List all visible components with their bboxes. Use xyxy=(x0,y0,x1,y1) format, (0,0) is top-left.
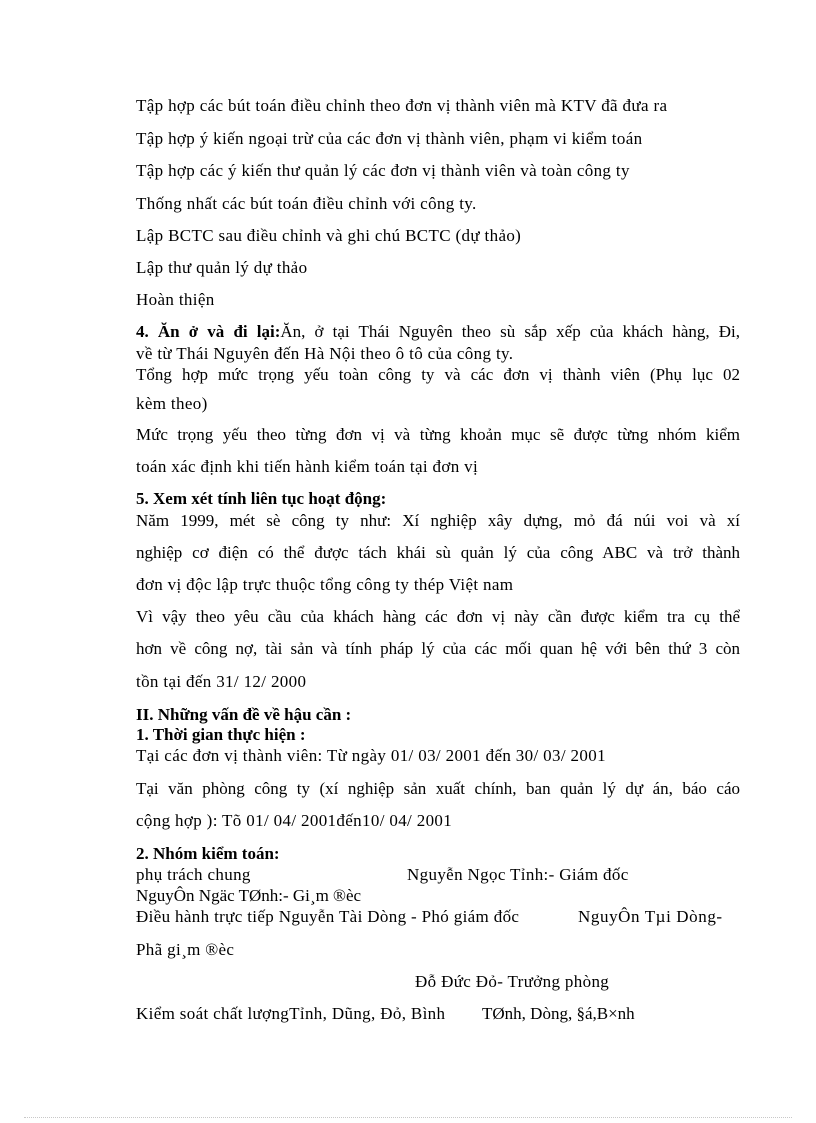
text-line: Vì vậy theo yêu cầu của khách hàng các đơn vị này cần được kiểm tra cụ thể xyxy=(136,607,740,626)
team-member: Nguyễn Ngọc Tỉnh:- Giám đốc xyxy=(407,865,629,884)
text-line: về từ Thái Nguyên đến Hà Nội theo ô tô của công ty. xyxy=(136,344,514,363)
text-line: Tập hợp ý kiến ngoại trừ của các đơn vị thành viên, phạm vi kiểm toán xyxy=(136,129,643,148)
section-5-heading: 5. Xem xét tính liên tục hoạt động: xyxy=(136,489,387,508)
subsection-2-heading: 2. Nhóm kiểm toán: xyxy=(136,844,280,863)
text-line: Tại các đơn vị thành viên: Từ ngày 01/ 03/ 2001 đến 30/ 03/ 2001 xyxy=(136,746,606,765)
text-line: tồn tại đến 31/ 12/ 2000 xyxy=(136,672,307,691)
team-member-legacy: NguyÔn Tµi Dòng- xyxy=(578,907,723,926)
text-line: Lập BCTC sau điều chỉnh và ghi chú BCTC (dự thảo) xyxy=(136,226,522,245)
team-role: phụ trách chung xyxy=(136,865,251,884)
text-line: Năm 1999, mét sè công ty như: Xí nghiệp xây dựng, mỏ đá núi voi và xí xyxy=(136,511,740,530)
text-line: nghiệp cơ điện có thể được tách khái sù quản lý của công ABC và trở thành xyxy=(136,543,740,562)
text-line: Tập hợp các bút toán điều chỉnh theo đơn vị thành viên mà KTV đã đưa ra xyxy=(136,96,668,115)
text-line: Lập thư quản lý dự thảo xyxy=(136,258,308,277)
section-ii-heading: II. Những vấn đề về hậu cần : xyxy=(136,705,352,724)
team-role: Điều hành trực tiếp Nguyễn Tài Dòng - Phó giám đốc xyxy=(136,907,520,926)
text-line: đơn vị độc lập trực thuộc tổng công ty thép Việt nam xyxy=(136,575,514,594)
text-line: Thống nhất các bút toán điều chỉnh với công ty. xyxy=(136,194,477,213)
subsection-1-heading: 1. Thời gian thực hiện : xyxy=(136,725,306,744)
text-line: hơn về công nợ, tài sản và tính pháp lý của các mối quan hệ với bên thứ 3 còn xyxy=(136,639,740,658)
team-member: Đỗ Đức Đỏ- Trưởng phòng xyxy=(415,972,610,991)
text-line: Tổng hợp mức trọng yếu toàn công ty và các đơn vị thành viên (Phụ lục 02 xyxy=(136,365,740,384)
section-4-heading: 4. Ăn ở và đi lại: xyxy=(136,322,281,341)
team-member-legacy: TØnh, Dòng, §á,B×nh xyxy=(482,1004,635,1023)
text-line: Mức trọng yếu theo từng đơn vị và từng khoản mục sẽ được từng nhóm kiểm xyxy=(136,425,740,444)
text-line: Tại văn phòng công ty (xí nghiệp sản xuất chính, ban quản lý dự án, báo cáo xyxy=(136,779,740,798)
team-member-legacy: Phã gi¸m ®èc xyxy=(136,940,235,959)
text-line: cộng hợp ): Tõ 01/ 04/ 2001đến10/ 04/ 2001 xyxy=(136,811,453,830)
section-4-line xyxy=(136,322,740,342)
section-4-text: Ăn, ở tại Thái Nguyên theo sù sắp xếp của khách hàng, Đi, xyxy=(280,322,741,341)
team-member-legacy: NguyÔn Ngäc TØnh:- Gi¸m ®èc xyxy=(136,886,362,905)
text-line: kèm theo) xyxy=(136,394,208,413)
text-line: Hoàn thiện xyxy=(136,290,215,309)
text-line: Tập hợp các ý kiến thư quản lý các đơn vị thành viên và toàn công ty xyxy=(136,161,630,180)
team-role: Kiểm soát chất lượngTỉnh, Dũng, Đỏ, Bình xyxy=(136,1004,446,1023)
text-line: toán xác định khi tiến hành kiểm toán tại đơn vị xyxy=(136,457,479,476)
page-bottom-rule xyxy=(24,1117,792,1118)
